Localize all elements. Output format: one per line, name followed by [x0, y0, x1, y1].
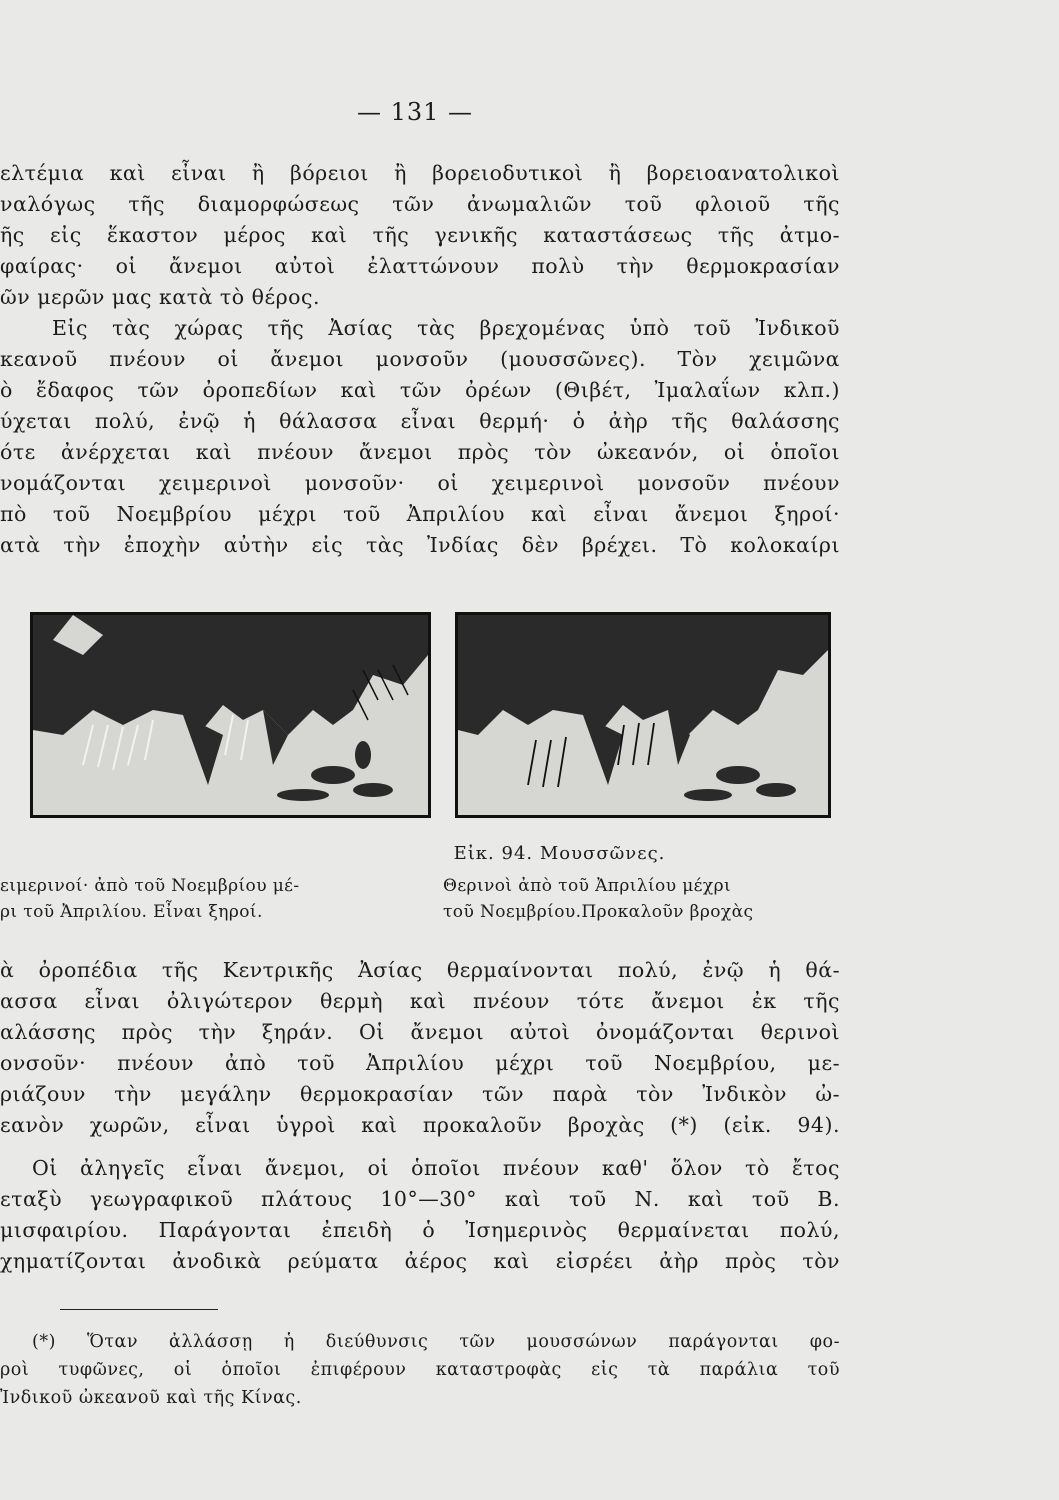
footnote-divider: [60, 1309, 218, 1310]
paragraph-2: [0, 313, 840, 561]
page-number: — 131 —: [356, 98, 474, 126]
text-line: ότε ἀνέρχεται καὶ πνέουν ἄνεμοι πρὸς τὸν ὠκεανόν, οἱ ὁποῖοι: [0, 440, 840, 464]
figure-caption: Εἰκ. 94. Μουσσῶνες.: [453, 843, 666, 864]
figure-right-caption: [443, 873, 843, 925]
caption-line: ειμερινοί· ἀπὸ τοῦ Νοεμβρίου μέ-: [0, 876, 300, 896]
text-line: αλάσσης πρὸς τὴν ξηράν. Οἱ ἄνεμοι αὐτοὶ ὀνομάζονται θερινοὶ: [0, 1020, 840, 1044]
winter-monsoon-map-graphic: [33, 615, 428, 815]
map-winter-monsoon: [30, 612, 431, 818]
text-line: ατὰ τὴν ἐποχὴν αὐτὴν εἰς τὰς Ἰνδίας δὲν βρέχει. Τὸ κολοκαίρι: [0, 533, 840, 557]
summer-monsoon-map-graphic: [458, 615, 828, 815]
footnote-line: ροὶ τυφῶνες, οἱ ὁποῖοι ἐπιφέρουν καταστροφὰς εἰς τὰ παράλια τοῦ: [0, 1360, 840, 1380]
text-line: εταξὺ γεωγραφικοῦ πλάτους 10°—30° καὶ τοῦ Ν. καὶ τοῦ Β.: [0, 1187, 840, 1211]
footnote: [0, 1328, 840, 1412]
figure-left-caption: [0, 873, 400, 925]
text-line: φαίρας· οἱ ἄνεμοι αὐτοὶ ἐλαττώνουν πολὺ τὴν θερμοκρασίαν: [0, 254, 840, 278]
caption-line: ρι τοῦ Ἀπριλίου. Εἶναι ξηροί.: [0, 902, 263, 922]
text-line: νομάζονται χειμερινοὶ μονσοῦν· οἱ χειμερινοὶ μονσοῦν πνέουν: [0, 471, 840, 495]
text-line: ασσα εἶναι ὀλιγώτερον θερμὴ καὶ πνέουν τότε ἄνεμοι ἐκ τῆς: [0, 989, 840, 1013]
text-line: χηματίζονται ἀνοδικὰ ρεύματα ἀέρος καὶ εἰσρέει ἀὴρ πρὸς τὸν: [0, 1249, 840, 1273]
text-line: ριάζουν τὴν μεγάλην θερμοκρασίαν τῶν παρὰ τὸν Ἰνδικὸν ὠ-: [0, 1082, 840, 1106]
text-line: ὸ ἔδαφος τῶν ὀροπεδίων καὶ τῶν ὀρέων (Θιβέτ, Ἰμαλαΐων κλπ.): [0, 378, 840, 402]
map-summer-monsoon: [455, 612, 831, 818]
text-line: ύχεται πολύ, ἐνῷ ἡ θάλασσα εἶναι θερμή· ὁ ἀὴρ τῆς θαλάσσης: [0, 409, 840, 433]
text-line: ὰ ὀροπέδια τῆς Κεντρικῆς Ἀσίας θερμαίνονται πολύ, ἐνῷ ἡ θά-: [0, 958, 840, 982]
text-line: Εἰς τὰς χώρας τῆς Ἀσίας τὰς βρεχομένας ὑπὸ τοῦ Ἰνδικοῦ: [52, 316, 840, 340]
text-line: ῆς εἰς ἕκαστον μέρος καὶ τῆς γενικῆς καταστάσεως τῆς ἀτμο-: [0, 223, 840, 247]
text-line: ονσοῦν· πνέουν ἀπὸ τοῦ Ἀπριλίου μέχρι τοῦ Νοεμβρίου, με-: [0, 1051, 840, 1075]
text-line: ναλόγως τῆς διαμορφώσεως τῶν ἀνωμαλιῶν τοῦ φλοιοῦ τῆς: [0, 192, 840, 216]
text-line: ῶν μερῶν μας κατὰ τὸ θέρος.: [0, 285, 320, 309]
text-line: ελτέμια καὶ εἶναι ἢ βόρειοι ἢ βορειοδυτικοὶ ἢ βορειοανατολικοὶ: [0, 161, 840, 185]
paragraph-4: [0, 1153, 840, 1277]
caption-line: τοῦ Νοεμβρίου.Προκαλοῦν βροχὰς: [443, 902, 754, 922]
text-line: κεανοῦ πνέουν οἱ ἄνεμοι μονσοῦν (μουσσῶνες). Τὸν χειμῶνα: [0, 347, 840, 371]
text-line: πὸ τοῦ Νοεμβρίου μέχρι τοῦ Ἀπριλίου καὶ εἶναι ἄνεμοι ξηροί·: [0, 502, 840, 526]
text-line: μισφαιρίου. Παράγονται ἐπειδὴ ὁ Ἰσημερινὸς θερμαίνεται πολύ,: [0, 1218, 840, 1242]
text-line: Οἱ ἀληγεῖς εἶναι ἄνεμοι, οἱ ὁποῖοι πνέουν καθ' ὅλον τὸ ἔτος: [32, 1156, 840, 1180]
text-line: εανὸν χωρῶν, εἶναι ὑγροὶ καὶ προκαλοῦν βροχὰς (*) (εἰκ. 94).: [0, 1113, 840, 1137]
footnote-line: Ἰνδικοῦ ὠκεανοῦ καὶ τῆς Κίνας.: [0, 1388, 302, 1408]
footnote-line: (*) Ὅταν ἀλλάσσῃ ἡ διεύθυνσις τῶν μουσσώνων παράγονται φο-: [32, 1332, 840, 1352]
caption-line: Θερινοὶ ἀπὸ τοῦ Ἀπριλίου μέχρι: [443, 876, 732, 896]
paragraph-1: [0, 158, 840, 313]
paragraph-3: [0, 955, 840, 1141]
